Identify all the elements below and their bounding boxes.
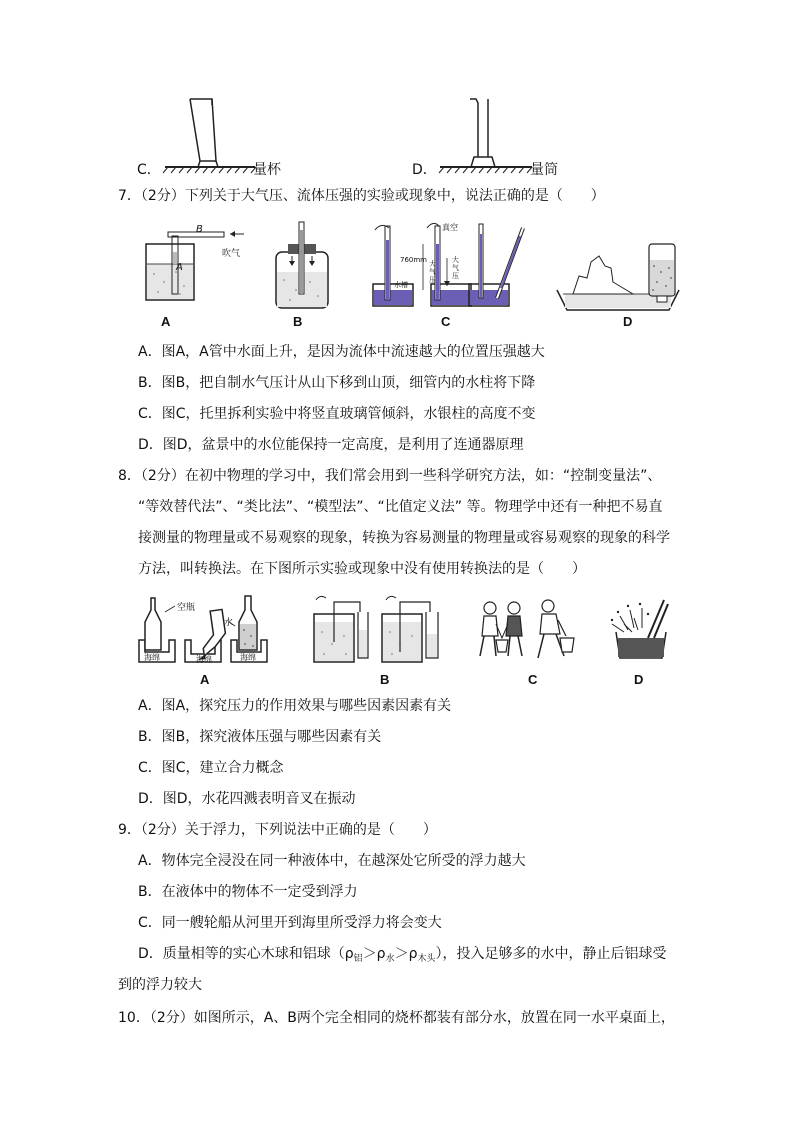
q9-option-d-part4: ），投入足够多的水中，静止后铝球受 [435,946,667,962]
q8-option-c: C．图C，建立合力概念 [138,760,284,776]
question-8-stem-line-1: 8．（2分）在初中物理的学习中，我们常会用到一些科学研究方法，如：“控制变量法”、 [118,468,662,484]
q8-option-a: A．图A，探究压力的作用效果与哪些因素因素有关 [138,698,452,714]
q9-rho-wood-sub: 木头 [417,954,436,964]
measuring-cylinder-figure [440,95,540,175]
question-10-stem: 10．（2分）如图所示，A、B两个完全相同的烧杯都装有部分水，放置在同一水平桌面上， [118,1010,675,1026]
q8-figure-d-label: D [634,672,644,687]
q9-option-b: B．在液体中的物体不一定受到浮力 [138,884,358,900]
question-9-stem: 9．（2分）关于浮力，下列说法中正确的是（ ） [118,822,437,838]
option-d-letter: D． [412,162,437,178]
q7-c-height-label: 760mm [400,256,427,264]
option-c-label: 量杯 [253,162,281,178]
q9-option-d-part2: ＞ρ [362,946,386,962]
q9-option-a: A．物体完全浸没在同一种液体中，在越深处它所受的浮力越大 [138,853,526,869]
question-7-stem: 7．（2分）下列关于大气压、流体压强的实验或现象中，说法正确的是（ ） [118,188,605,204]
q7-figure-b-label: B [293,314,303,329]
q7-figure-d [553,238,683,316]
q8-figure-b-label: B [380,672,390,687]
q9-rho-water-sub: 水 [385,954,395,964]
question-8-stem-line-2: “等效替代法”、“类比法”、“模型法”、“比值定义法” 等。物理学中还有一种把不易直 [138,499,663,515]
q7-a-blow-label: 吹气 [222,249,241,259]
q7-c-atm-label-1: 大气压 [429,260,436,284]
q9-option-d-part1: D．质量相等的实心木球和铝球（ρ [138,946,354,962]
q9-rho-aluminum-sub: 铝 [353,954,363,964]
q7-option-c: C．图C，托里拆利实验中将竖直玻璃管倾斜，水银柱的高度不变 [138,406,536,422]
q7-option-b: B．图B，把自制水气压计从山下移到山顶，细管内的水柱将下降 [138,375,536,391]
q8-figure-b [308,592,448,670]
q9-option-d [138,944,667,969]
q8-figure-c [472,598,582,670]
q7-option-a: A．图A，A管中水面上升，是因为流体中流速越大的位置压强越大 [138,344,545,360]
question-8-stem-line-3: 接测量的物理量或不易观察的现象，转换为容易测量的物理量或容易观察的现象的科学 [138,530,670,546]
q8-option-d: D．图D，水花四溅表明音叉在振动 [138,791,356,807]
q7-figure-a [140,222,250,312]
q9-option-c: C．同一艘轮船从河里开到海里所受浮力将会变大 [138,915,442,931]
q7-a-tube-a-label: A [176,262,183,273]
q8-a-sponge-label-3: 海绵 [240,653,256,662]
q8-figure-c-label: C [528,672,538,687]
q8-option-b: B．图B，探究液体压强与哪些因素有关 [138,729,382,745]
q7-option-d: D．图D，盆景中的水位能保持一定高度，是利用了连通器原理 [138,437,524,453]
q7-figure-c-label: C [441,314,451,329]
q9-option-d-line-2: 到的浮力较大 [118,977,202,993]
q7-figure-d-label: D [623,314,633,329]
q7-figure-a-label: A [161,314,171,329]
q7-figure-b [270,220,340,315]
q8-figure-a-label: A [200,672,210,687]
q9-option-d-part3: ＞ρ [394,946,418,962]
q7-a-tube-b-label: B [196,224,203,235]
q8-figure-d [608,594,678,670]
q8-a-empty-bottle-label: 空瓶 [177,603,196,613]
option-d-label: 量筒 [530,162,558,178]
q7-c-trough-label: 水槽 [394,281,408,289]
q8-a-water-label: 水 [224,618,234,628]
question-8-stem-line-4: 方法，叫转换法。在下图所示实验或现象中没有使用转换法的是（ ） [138,561,586,577]
q7-c-atm-label-2: 大气压 [452,256,459,280]
option-c-letter: C． [137,162,161,178]
q7-c-vacuum-label: 真空 [442,223,458,232]
q8-a-sponge-label-1: 海绵 [144,653,160,662]
q8-a-sponge-label-2: 海绵 [196,655,212,664]
